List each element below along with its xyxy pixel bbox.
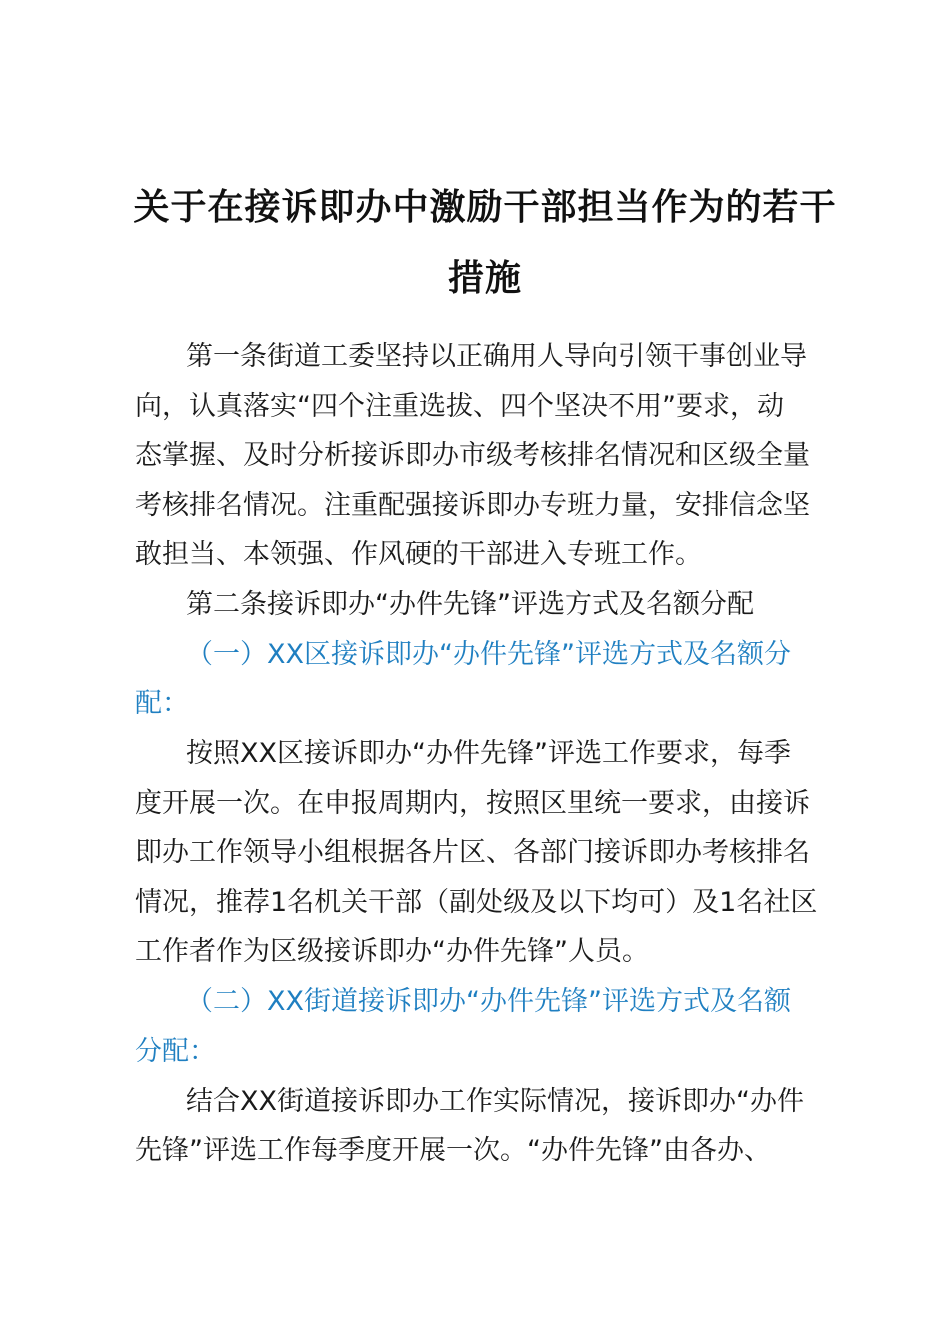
body-text-line: 先锋”评选工作每季度开展一次。“办件先锋”由各办、 <box>135 1135 771 1166</box>
article-heading: 第二条接诉即办“办件先锋”评选方式及名额分配 <box>186 589 754 620</box>
document-title-line-2: 措施 <box>447 258 522 299</box>
body-text-line: 按照XX区接诉即办“办件先锋”评选工作要求，每季 <box>186 738 791 769</box>
body-text-line: 结合XX街道接诉即办工作实际情况，接诉即办“办件 <box>186 1086 804 1117</box>
body-text-line: 工作者作为区级接诉即办“办件先锋”人员。 <box>135 936 649 967</box>
body-text-line: 向，认真落实“四个注重选拔、四个坚决不用”要求，动 <box>135 391 784 422</box>
body-text-line: 考核排名情况。注重配强接诉即办专班力量，安排信念坚 <box>135 490 810 521</box>
body-text-line: 即办工作领导小组根据各片区、各部门接诉即办考核排名 <box>135 837 810 868</box>
section-heading-continued: 配： <box>135 688 189 719</box>
section-heading: （一）XX区接诉即办“办件先锋”评选方式及名额分 <box>186 639 791 670</box>
body-text-line: 第一条街道工委坚持以正确用人导向引领干事创业导 <box>186 341 807 372</box>
section-heading-continued: 分配： <box>135 1036 216 1067</box>
body-text-line: 敢担当、本领强、作风硬的干部进入专班工作。 <box>135 539 702 570</box>
body-text-line: 度开展一次。在申报周期内，按照区里统一要求，由接诉 <box>135 788 810 819</box>
body-text-line: 态掌握、及时分析接诉即办市级考核排名情况和区级全量 <box>135 440 810 471</box>
section-heading: （二）XX街道接诉即办“办件先锋”评选方式及名额 <box>186 986 791 1017</box>
document-title-line-1: 关于在接诉即办中激励干部担当作为的若干 <box>133 187 837 228</box>
body-text-line: 情况，推荐1名机关干部（副处级及以下均可）及1名社区 <box>135 887 818 918</box>
